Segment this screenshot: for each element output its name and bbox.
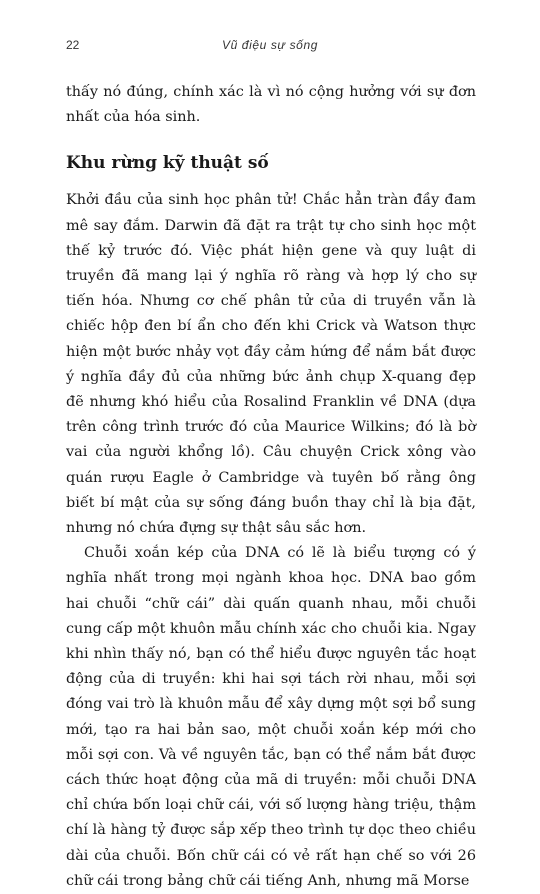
paragraph-2: Chuỗi xoắn kép của DNA có lẽ là biểu tượng có ý nghĩa nhất trong mọi ngành khoa học. DNA bao gồm hai chuỗi “chữ cái” dài quấn quanh nhau, mỗi chuỗi cung cấp một khuôn mẫu chính xác cho chuỗi kia. Ngay khi nhìn thấy nó, bạn có thể hiểu được nguyên tắc hoạt động của di truyền: khi hai sợi tách rời nhau, mỗi sợi đóng vai trò là khuôn mẫu để xây dựng một sợi bổ sung mới, tạo ra hai bản sao, một chuỗi xoắn kép mới cho mỗi sợi con. Và về nguyên tắc, bạn có thể nắm bắt được cách thức hoạt động của mã di truyền: mỗi chuỗi DNA chỉ chứa bốn loại chữ cái, với số lượng hàng triệu, thậm chí là hàng tỷ được sắp xếp theo trình tự dọc theo chiều dài của chuỗi. Bốn chữ cái có vẻ rất hạn chế so với 26 chữ cái trong bảng chữ cái tiếng Anh, nhưng mã Morse: [66, 545, 476, 889]
page-body: [66, 80, 476, 894]
paragraph-1: Khởi đầu của sinh học phân tử! Chắc hẳn tràn đầy đam mê say đắm. Darwin đã đặt ra trật tự cho sinh học một thế kỷ trước đó. Việc phát hiện gene và quy luật di truyền đã mang lại ý nghĩa rõ ràng và hợp lý cho sự tiến hóa. Nhưng cơ chế phân tử của di truyền vẫn là chiếc hộp đen bí ẩn cho đến khi Crick và Watson thực hiện một bước nhảy vọt đầy cảm hứng để nắm bắt được ý nghĩa đầy đủ của những bức ảnh chụp X-quang đẹp đẽ nhưng khó hiểu của Rosalind Franklin về DNA (dựa trên công trình trước đó của Maurice Wilkins; đó là bờ vai của người khổng lồ). Câu chuyện Crick xông vào quán rượu Eagle ở Cambridge và tuyên bố rằng ông biết bí mật của sự sống đáng buồn thay chỉ là bịa đặt, nhưng nó chứa đựng sự thật sâu sắc hơn.: [66, 192, 476, 537]
section-heading: Khu rừng kỹ thuật số: [66, 153, 269, 174]
page-number: 22: [66, 38, 80, 52]
running-title: Vũ điệu sự sống: [222, 38, 318, 52]
intro-paragraph: thấy nó đúng, chính xác là vì nó cộng hưởng với sự đơn nhất của hóa sinh.: [66, 84, 476, 126]
